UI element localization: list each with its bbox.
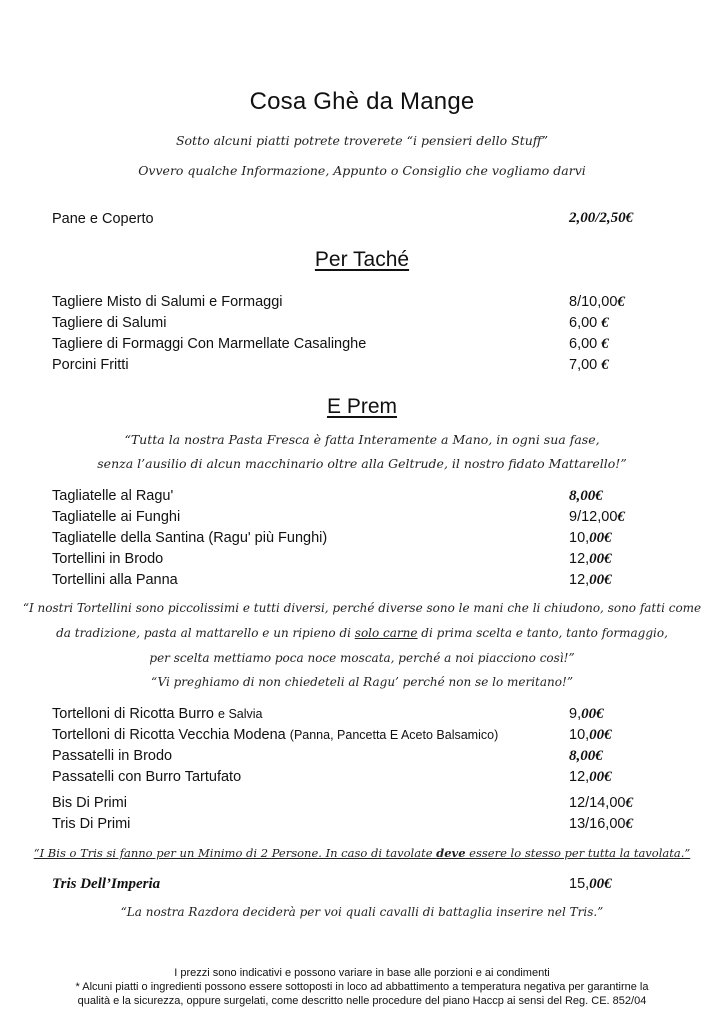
price-decimal: 00€ — [589, 876, 612, 892]
menu-item — [52, 769, 241, 785]
menu-title: Cosa Ghè da Mange — [249, 88, 475, 115]
price-value: 6,00 — [569, 336, 602, 352]
menu-item-price — [569, 336, 609, 353]
menu-item-price — [569, 488, 603, 505]
footer-line-3: qualità e la sicurezza, oppure surgelati, come descritto nelle procedure del piano Haccp ai sensi del Reg. CE. 852/04 — [77, 995, 647, 1007]
menu-item-name: Passatelli con Burro Tartufato — [52, 769, 242, 785]
price-value: 12, — [569, 551, 590, 567]
subtitle-line-2: Ovvero qualche Informazione, Appunto o Consiglio che vogliamo darvi — [138, 163, 586, 178]
menu-item: Tortellini alla Panna — [52, 572, 178, 588]
pasta-note-line-2: senza l’ausilio di alcun macchinario oltre alla Geltrude, il nostro fidato Mattarello!” — [97, 456, 627, 471]
price-decimal: 00€ — [589, 769, 612, 785]
menu-item-name: Passatelli in Brodo — [52, 748, 173, 764]
menu-item-price — [569, 769, 612, 786]
menu-item-imperia: Tris Dell’Imperia — [52, 876, 161, 892]
menu-item-detail: (Panna, Pancetta E Aceto Balsamico) — [289, 728, 499, 742]
subtitle-line-1: Sotto alcuni piatti potrete troverete “i pensieri dello Stuff” — [175, 133, 549, 148]
menu-item-price — [569, 727, 612, 744]
price-value: 15, — [569, 876, 590, 892]
tortellini-note-line-1: “I nostri Tortellini sono piccolissimi e tutti diversi, perché diverse sono le mani che li chiudono, sono fatti come — [22, 601, 702, 615]
euro-symbol: € — [617, 509, 625, 525]
euro-symbol: € — [601, 336, 609, 352]
euro-symbol: € — [625, 795, 633, 811]
tortellini-note-underlined: solo carne — [354, 626, 418, 640]
menu-item-name: Tortelloni di Ricotta Burro — [52, 706, 219, 722]
menu-item-price — [569, 572, 612, 589]
menu-item: Tagliere di Formaggi Con Marmellate Casalinghe — [52, 336, 367, 352]
menu-item: Bis Di Primi — [52, 795, 127, 811]
bis-tris-note — [0, 846, 724, 860]
price-value: 6,00 — [569, 315, 602, 331]
menu-item-price — [569, 357, 609, 374]
price-value: 10, — [569, 727, 590, 743]
footer-line-2: * Alcuni piatti o ingredienti possono essere sottoposti in loco ad abbattimento a temperatura negativa per garantirne la — [75, 981, 649, 993]
price-decimal: 00€ — [589, 572, 612, 588]
euro-symbol: € — [601, 315, 609, 331]
price-decimal: 00€ — [589, 530, 612, 546]
bis-tris-note-end: essere lo stesso per tutta la tavolata.” — [465, 846, 691, 860]
menu-item — [52, 727, 498, 743]
price-value: 8/10,00 — [569, 294, 618, 310]
tortellini-note-line-3: per scelta mettiamo poca noce moscata, perché a noi piacciono così!” — [149, 651, 575, 665]
pasta-note-line-1: “Tutta la nostra Pasta Fresca è fatta Interamente a Mano, in ogni sua fase, — [124, 432, 600, 447]
price-value: 12, — [569, 572, 590, 588]
bis-tris-note-start: “I Bis o Tris si fanno per un Minimo di 2 Persone. In caso di tavolate — [33, 846, 437, 860]
menu-item: Tagliatelle al Ragu' — [52, 488, 174, 504]
menu-item-price — [569, 876, 612, 893]
cover-charge-price: 2,00/2,50€ — [569, 210, 634, 226]
menu-item: Tagliatelle della Santina (Ragu' più Funghi) — [52, 530, 328, 546]
menu-item-detail: e Salvia — [218, 707, 263, 721]
menu-item: Porcini Fritti — [52, 357, 129, 373]
euro-symbol: € — [625, 816, 633, 832]
price-decimal: 8,00€ — [569, 488, 603, 504]
price-value: 9/12,00 — [569, 509, 618, 525]
menu-item — [52, 748, 172, 764]
menu-item-name: Tortelloni di Ricotta Vecchia Modena — [52, 727, 290, 743]
footer-line-1: I prezzi sono indicativi e possono variare in base alle porzioni e ai condimenti — [174, 967, 550, 979]
menu-item-price — [569, 816, 633, 833]
section-heading-per-tache: Per Taché — [314, 248, 410, 271]
tortellini-note-line-2-end: di prima scelta e tanto, tanto formaggio, — [417, 626, 668, 640]
menu-item-price — [569, 530, 612, 547]
menu-item: Tagliatelle ai Funghi — [52, 509, 181, 525]
price-value: 13/16,00 — [569, 816, 626, 832]
price-value: 12/14,00 — [569, 795, 626, 811]
menu-item: Tagliere Misto di Salumi e Formaggi — [52, 294, 283, 310]
menu-item-price — [569, 748, 603, 765]
menu-item-price — [569, 551, 612, 568]
section-heading-e-prem: E Prem — [326, 395, 397, 418]
tortellini-note-line-2-start: da tradizione, pasta al mattarello e un ripieno di — [56, 626, 355, 640]
menu-item-price — [569, 706, 604, 723]
price-decimal: 00€ — [589, 727, 612, 743]
euro-symbol: € — [601, 357, 609, 373]
price-decimal: 8,00€ — [569, 748, 603, 764]
menu-item: Tris Di Primi — [52, 816, 131, 832]
menu-item: Tagliere di Salumi — [52, 315, 167, 331]
menu-item: Tortellini in Brodo — [52, 551, 164, 567]
euro-symbol: € — [617, 294, 625, 310]
menu-item-price — [569, 294, 625, 311]
price-value: 12, — [569, 769, 590, 785]
price-value: 10, — [569, 530, 590, 546]
menu-item-price — [569, 315, 609, 332]
cover-charge-label: Pane e Coperto — [52, 211, 154, 227]
price-value: 9, — [569, 706, 582, 722]
bis-tris-note-emphasis: deve — [436, 846, 466, 860]
price-decimal: 00€ — [589, 551, 612, 567]
tortellini-note-line-2 — [0, 626, 724, 640]
price-value: 7,00 — [569, 357, 602, 373]
tortellini-note-line-4: “Vi preghiamo di non chiedeteli al Ragu’ perché non se lo meritano!” — [151, 675, 573, 689]
price-decimal: 00€ — [581, 706, 604, 722]
menu-item-price — [569, 795, 633, 812]
menu-item-price — [569, 509, 625, 526]
imperia-note: “La nostra Razdora deciderà per voi quali cavalli di battaglia inserire nel Tris.” — [120, 905, 604, 919]
menu-item — [52, 706, 263, 722]
